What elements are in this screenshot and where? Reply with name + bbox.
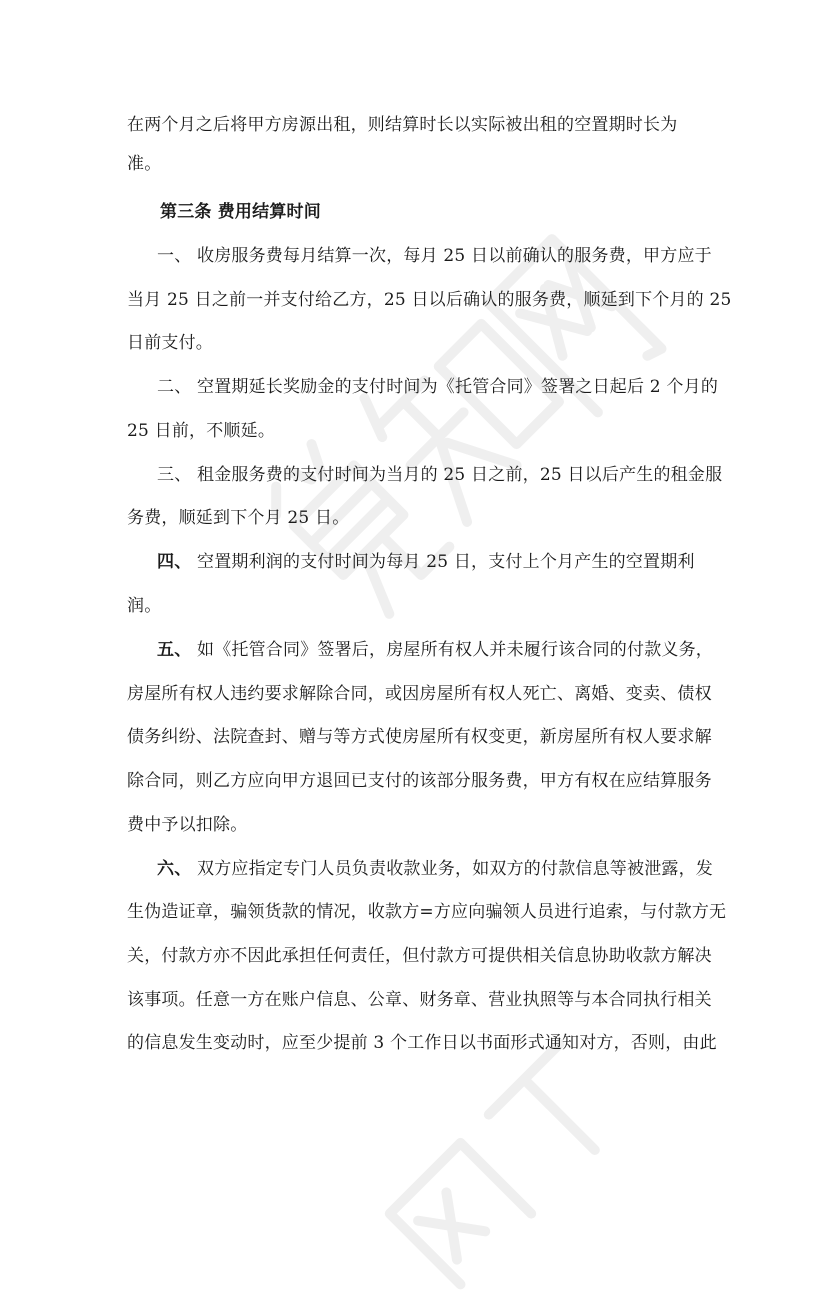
text-line: 润。 (127, 596, 162, 616)
text-line: 收房服务费每月结算一次，每月 25 日以前确认的服务费，甲方应于 (197, 246, 712, 266)
list-item-number: 二、 (157, 377, 192, 397)
text-line: 在两个月之后将甲方房源出租，则结算时长以实际被出租的空置期时长为 (127, 115, 678, 135)
section-heading: 第三条 费用结算时间 (160, 202, 321, 222)
list-item-number: 六、 (157, 859, 192, 879)
text-line: 生伪造证章，骗领货款的情况，收款方=方应向骗领人员进行追索，与付款方无 (127, 902, 727, 922)
text-line: 当月 25 日之前一并支付给乙方，25 日以后确认的服务费，顺延到下个月的 25 (127, 290, 732, 310)
text-line: 准。 (127, 154, 162, 174)
text-line: 该事项。任意一方在账户信息、公章、财务章、营业执照等与本合同执行相关 (127, 990, 712, 1010)
text-line: 如《托管合同》签署后，房屋所有权人并未履行该合同的付款义务， (197, 640, 713, 660)
text-line: 租金服务费的支付时间为当月的 25 日之前，25 日以后产生的租金服 (197, 465, 723, 485)
text-line: 双方应指定专门人员负责收款业务，如双方的付款信息等被泄露，发 (197, 859, 713, 879)
text-line: 日前支付。 (127, 333, 213, 353)
list-item-number: 四、 (157, 552, 192, 572)
list-item-number: 三、 (157, 465, 192, 485)
list-item-number: 一、 (157, 246, 192, 266)
text-line: 房屋所有权人违约要求解除合同，或因房屋所有权人死亡、离婚、变卖、债权 (127, 684, 712, 704)
text-line: 25 日前，不顺延。 (127, 421, 276, 441)
text-line: 费中予以扣除。 (127, 815, 248, 835)
list-item-number: 五、 (157, 640, 192, 660)
text-line: 债务纠纷、法院查封、赠与等方式使房屋所有权变更，新房屋所有权人要求解 (127, 727, 712, 747)
text-line: 务费，顺延到下个月 25 日。 (127, 508, 350, 528)
text-line: 空置期利润的支付时间为每月 25 日，支付上个月产生的空置期利 (197, 552, 695, 572)
text-line: 空置期延长奖励金的支付时间为《托管合同》签署之日起后 2 个月的 (197, 377, 719, 397)
text-line: 的信息发生变动时，应至少提前 3 个工作日以书面形式通知对方，否则，由此 (127, 1033, 717, 1053)
text-line: 除合同，则乙方应向甲方退回已支付的该部分服务费，甲方有权在应结算服务 (127, 771, 712, 791)
text-line: 关，付款方亦不因此承担任何责任，但付款方可提供相关信息协助收款方解决 (127, 946, 712, 966)
